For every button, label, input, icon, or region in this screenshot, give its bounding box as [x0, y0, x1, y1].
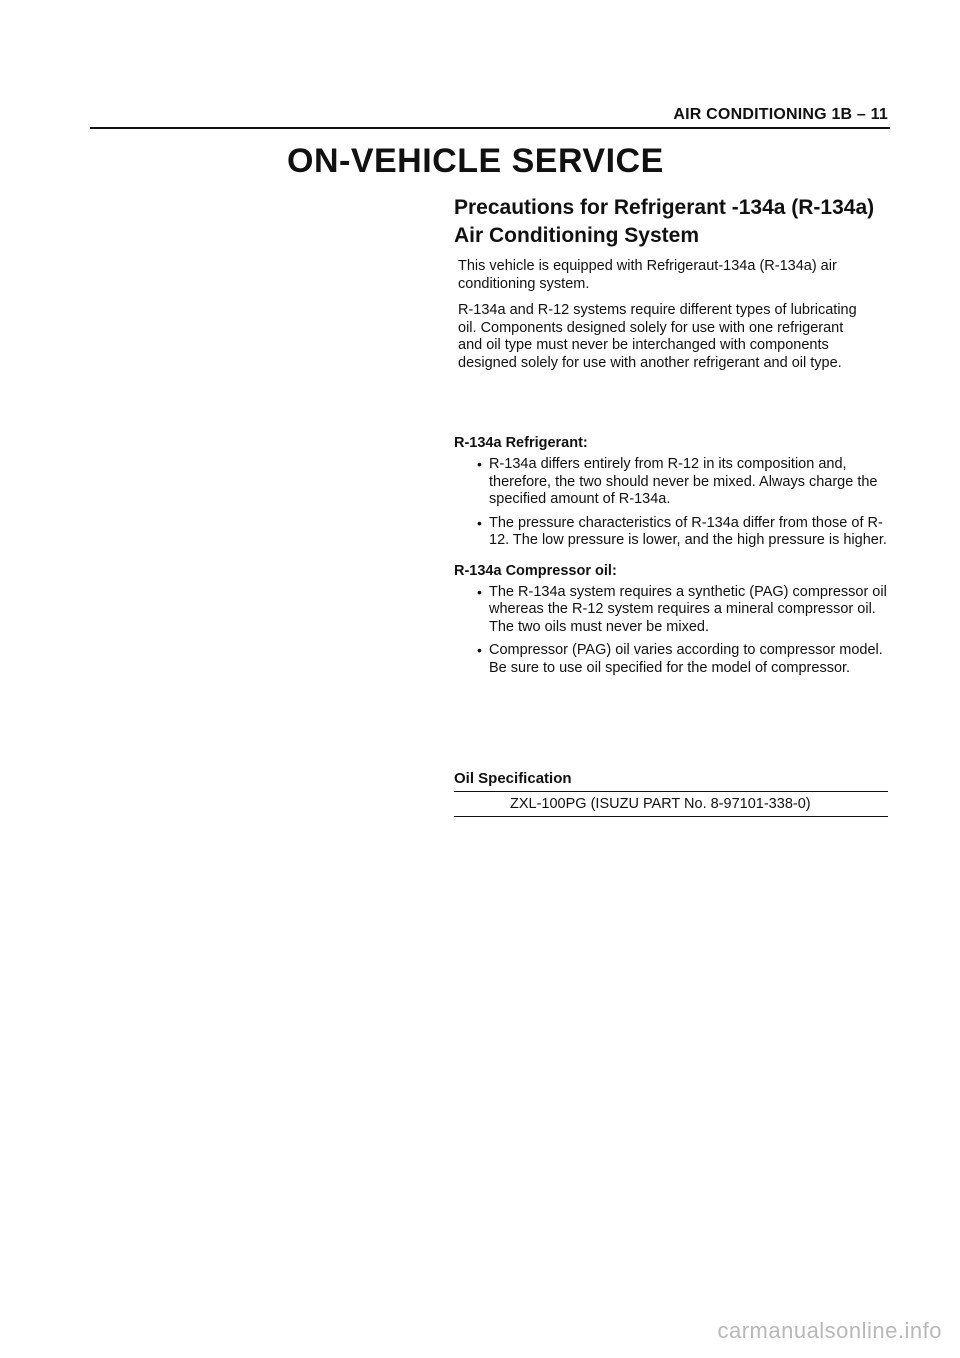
- header-rule: [90, 127, 890, 129]
- bullet-icon: •: [477, 642, 482, 658]
- precautions-heading: [454, 194, 894, 250]
- bullet-text: The R-134a system requires a synthetic (PAG) compressor oil whereas the R-12 system requires a mineral compressor oil. The two oils must never be mixed.: [489, 583, 887, 635]
- oil-specification-value: ZXL-100PG (ISUZU PART No. 8-97101-338-0): [454, 792, 888, 817]
- running-header: AIR CONDITIONING 1B – 11: [673, 106, 888, 123]
- list-item: [454, 642, 889, 677]
- bullet-text: R-134a differs entirely from R-12 in its composition and, therefore, the two should never be mixed. Always charge the specified amount of R-134a.: [489, 456, 878, 507]
- content-column: [454, 194, 894, 683]
- list-item: [454, 456, 889, 509]
- list-item: [454, 515, 889, 550]
- precautions-heading-line2: Air Conditioning System: [454, 224, 700, 247]
- oil-specification-table: [454, 770, 888, 817]
- section-title: ON-VEHICLE SERVICE: [287, 142, 664, 180]
- bullet-icon: •: [477, 456, 482, 472]
- oil-warning-paragraph: R-134a and R-12 systems require different types of lubricating oil. Components designed solely for use with one refrigerant and oil type must never be interchanged with components designed solely for use with another refrigerant and oil type.: [458, 302, 857, 371]
- oil-specification-title: Oil Specification: [454, 770, 888, 792]
- intro-paragraph: This vehicle is equipped with Refrigeraut-134a (R-134a) air conditioning system.: [458, 258, 837, 292]
- refrigerant-bullets: [454, 456, 894, 550]
- refrigerant-label: R-134a Refrigerant:: [454, 435, 588, 451]
- precautions-heading-line1: Precautions for Refrigerant -134a (R-134a): [454, 196, 875, 219]
- compressor-oil-bullets: [454, 584, 894, 678]
- bullet-icon: •: [477, 514, 482, 531]
- bullet-text: Compressor (PAG) oil varies according to compressor model. Be sure to use oil specified for the model of compressor.: [489, 642, 883, 676]
- bullet-text: The pressure characteristics of R-134a differ from those of R-12. The low pressure is lower, and the high pressure is higher.: [489, 514, 887, 548]
- list-item: [454, 584, 889, 637]
- bullet-icon: •: [477, 583, 482, 600]
- watermark: carmanualsonline.info: [717, 1318, 942, 1343]
- compressor-oil-label: R-134a Compressor oil:: [454, 562, 617, 579]
